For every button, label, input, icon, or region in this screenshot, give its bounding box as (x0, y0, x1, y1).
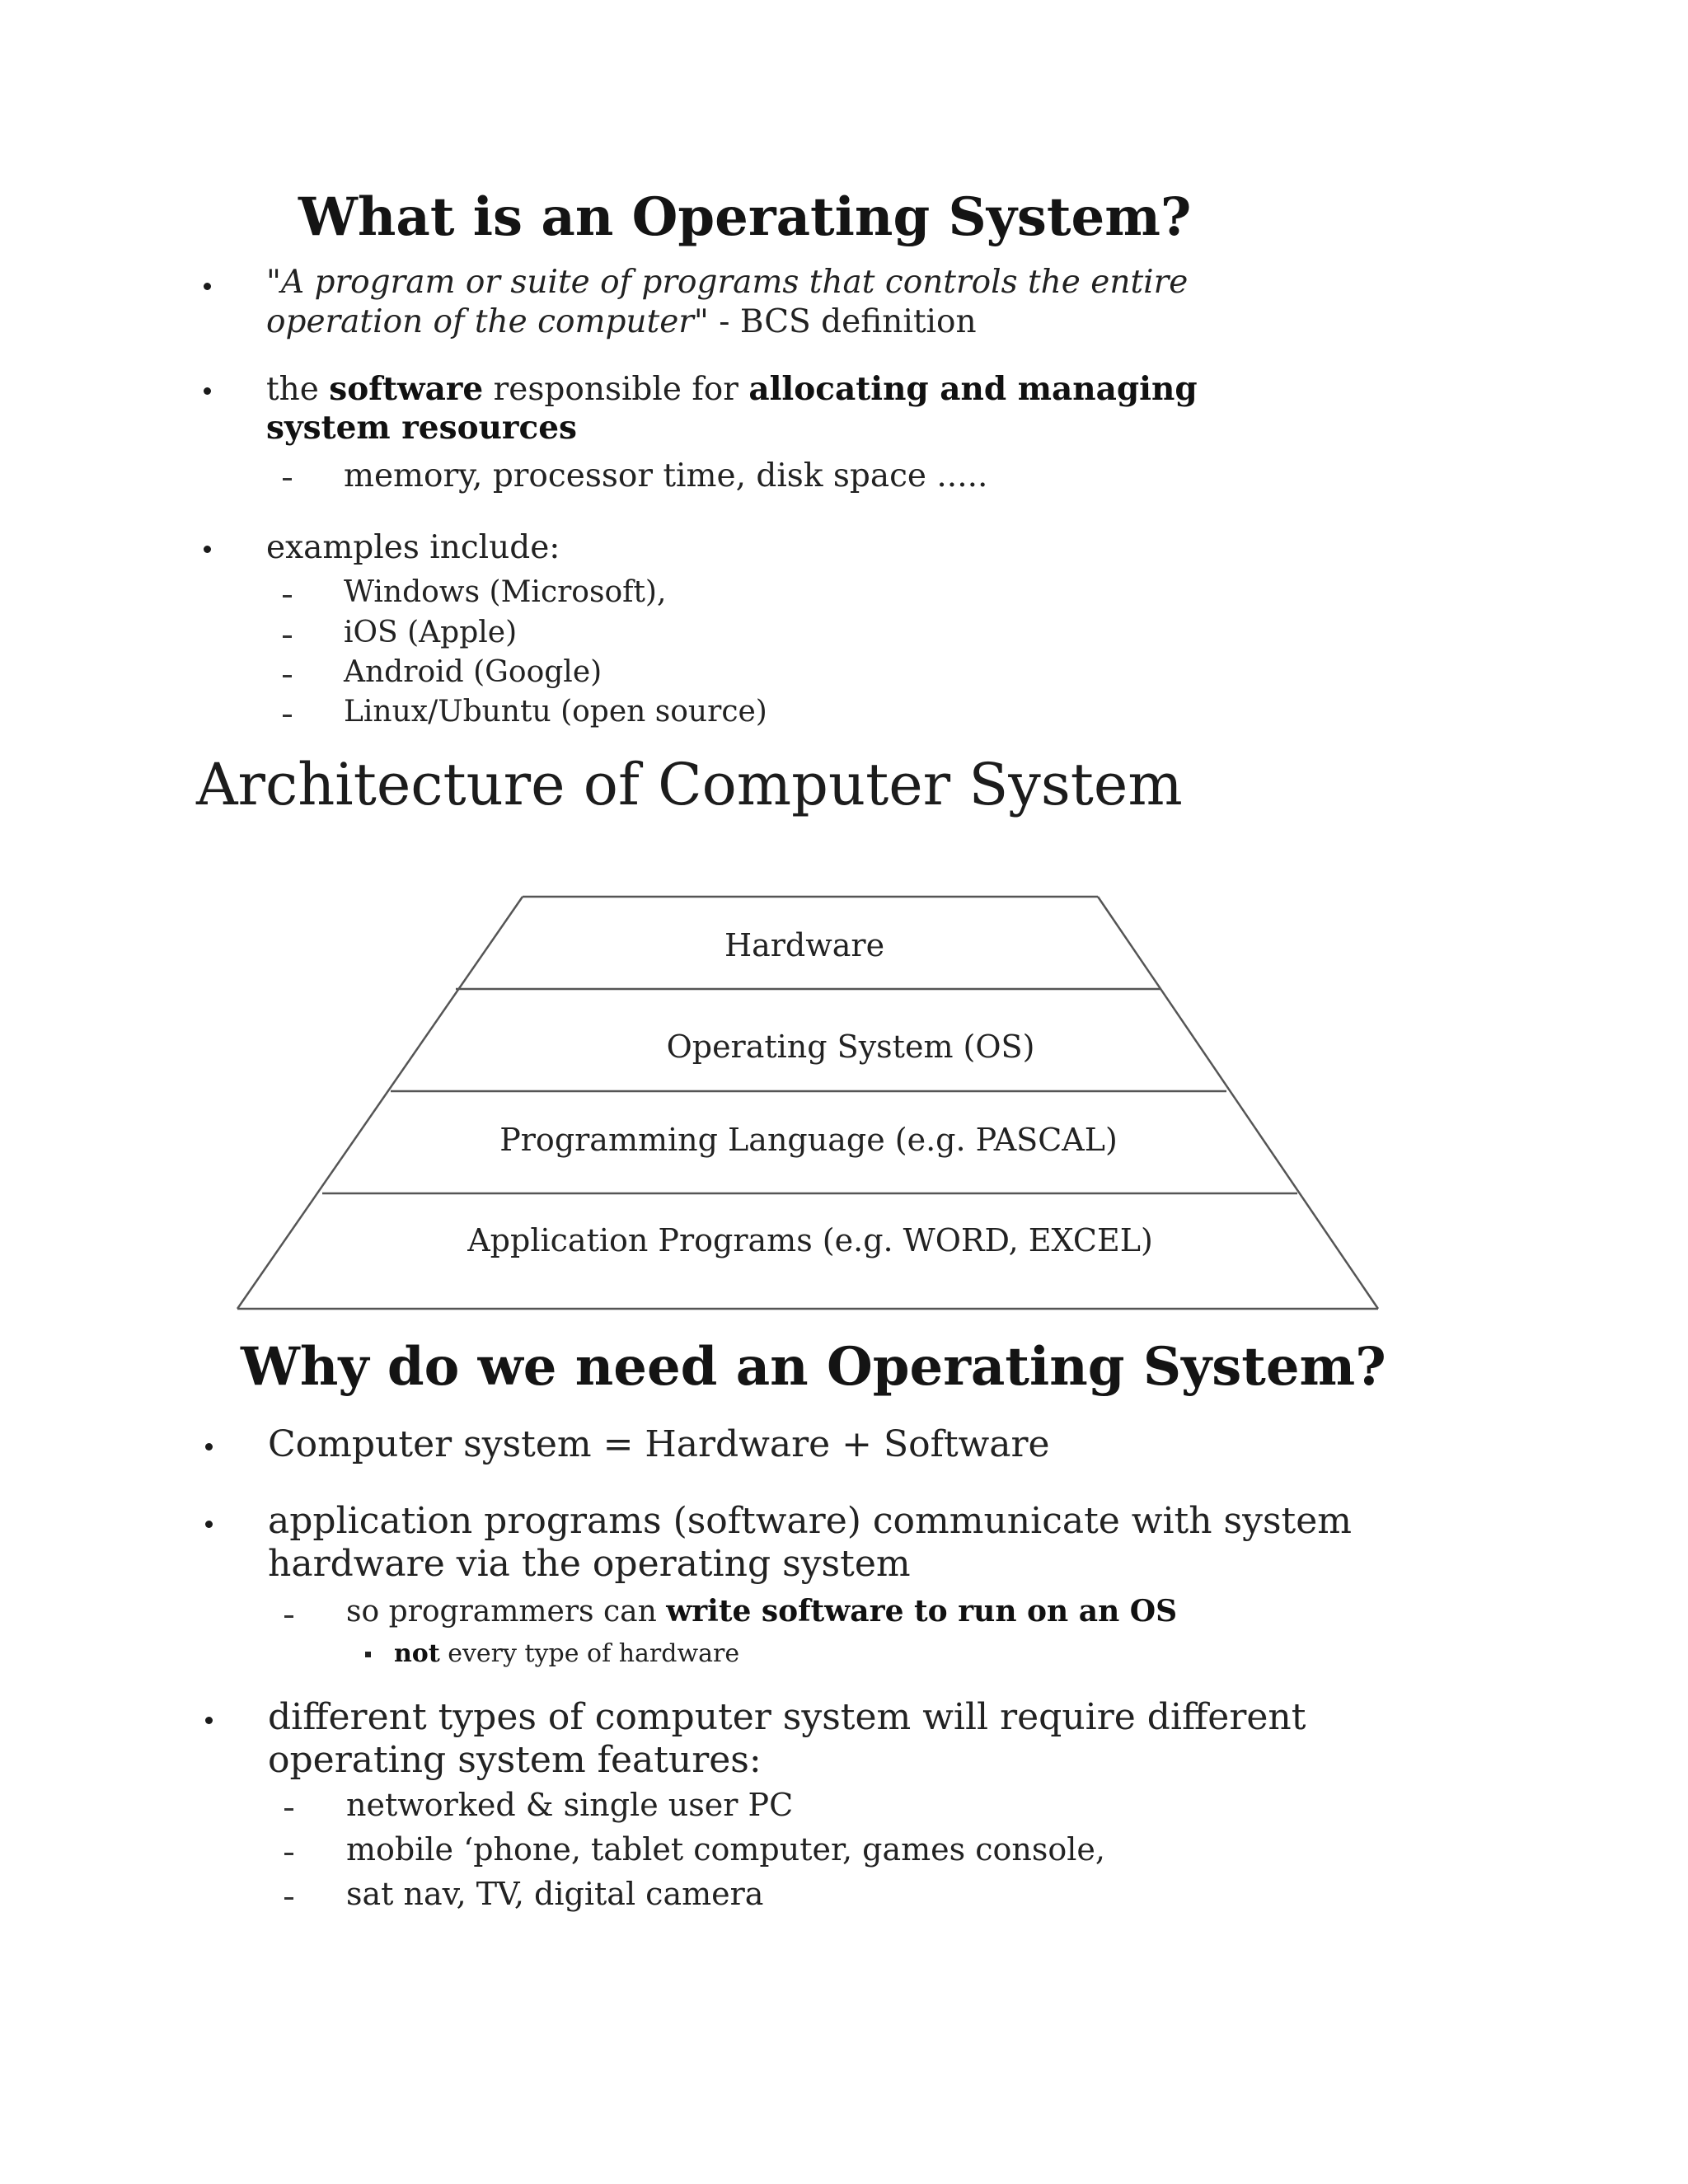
bold-not: not (394, 1639, 440, 1668)
features-line2: operating system features: (268, 1739, 762, 1781)
communicate-line2: hardware via the operating system (268, 1543, 911, 1585)
examples-heading: examples include: (266, 529, 560, 566)
dash-marker (284, 1615, 293, 1618)
example-item: Linux/Ubuntu (open source) (344, 695, 767, 729)
layer-application-programs: Application Programs (e.g. WORD, EXCEL) (467, 1222, 1153, 1258)
text-run: every type of hardware (439, 1639, 740, 1668)
hardware-subsubitem (394, 1638, 739, 1671)
section3-title: Why do we need an Operating System? (241, 1336, 1386, 1398)
bold-system-resources: system resources (266, 409, 577, 447)
resources-subitem: memory, processor time, disk space ..... (344, 457, 988, 494)
bold-allocating: allocating and managing (748, 370, 1198, 408)
example-item: Windows (Microsoft), (344, 575, 667, 609)
bold-software: software (329, 370, 484, 408)
bcs-quote-line1: "A program or suite of programs that controls the entire (266, 264, 1189, 301)
layer-hardware: Hardware (724, 927, 885, 963)
computer-system-equation: Computer system = Hardware + Software (268, 1423, 1050, 1465)
text-run: the (266, 371, 330, 408)
text-run: so programmers can (346, 1595, 667, 1629)
dash-marker (284, 1853, 293, 1855)
square-bullet (365, 1652, 371, 1657)
example-item: Android (Google) (344, 655, 603, 689)
programmers-subitem (346, 1592, 1177, 1631)
feature-item: sat nav, TV, digital camera (346, 1876, 764, 1912)
layer-operating-system: Operating System (OS) (666, 1029, 1035, 1065)
section1-title: What is an Operating System? (298, 186, 1192, 248)
communicate-line1: application programs (software) communicate with system (268, 1500, 1352, 1542)
example-item: iOS (Apple) (344, 616, 518, 649)
layer-programming-language: Programming Language (e.g. PASCAL) (499, 1122, 1118, 1158)
bullet-dot (205, 1521, 213, 1528)
bullet-dot (205, 1717, 213, 1724)
section2-title: Architecture of Computer System (196, 751, 1183, 818)
features-line1: different types of computer system will require different (268, 1696, 1306, 1738)
dash-marker (284, 1897, 293, 1900)
dash-marker (284, 1808, 293, 1811)
feature-item: networked & single user PC (346, 1787, 794, 1823)
feature-item: mobile ‘phone, tablet computer, games console, (346, 1831, 1105, 1868)
bcs-definition: - BCS definition (708, 303, 977, 340)
bullet-dot (205, 1443, 213, 1451)
text-run: responsible for (483, 371, 749, 408)
bold-write-software: write software to run on an OS (666, 1594, 1178, 1629)
bcs-quote-text: operation of the computer" (266, 303, 709, 340)
